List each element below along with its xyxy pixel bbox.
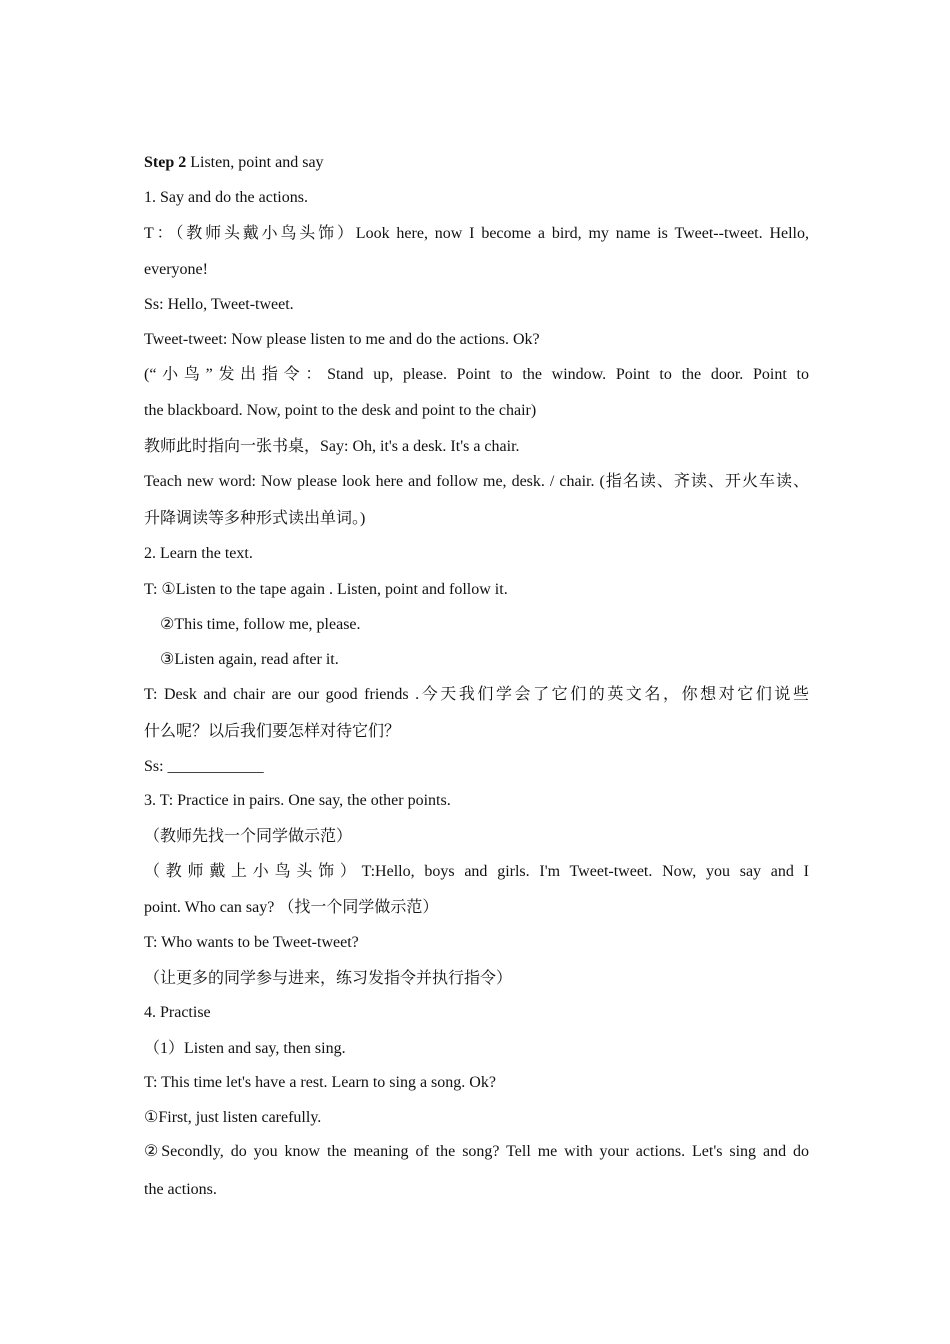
song-step-1: ①First, just listen carefully.	[144, 1109, 322, 1126]
bird-commands-cont: the blackboard. Now, point to the desk and point to the chair)	[144, 402, 537, 419]
item-4-practise: 4. Practise	[144, 1004, 211, 1021]
teacher-demo-note: （教师先找一个同学做示范）	[144, 828, 353, 845]
teacher-points-desk: 教师此时指向一张书桌，Say: Oh, it's a desk. It's a chair.	[144, 438, 520, 455]
step-heading	[144, 153, 809, 173]
more-students-note: （让更多的同学参与进来，练习发指令并执行指令）	[144, 970, 513, 987]
students-reply: Ss: Hello, Tweet-tweet.	[144, 296, 294, 313]
item-1-say-and-do: 1. Say and do the actions.	[144, 189, 308, 206]
tweet-instruction: Tweet-tweet: Now please listen to me and do the actions. Ok?	[144, 331, 540, 348]
listen-step-3: ③Listen again, read after it.	[160, 651, 339, 668]
teach-new-word: Teach new word: Now please look here and follow me, desk. / chair. (指名读、齐读、开火车读、	[144, 473, 809, 490]
desk-chair-friends: T: Desk and chair are our good friends .今天我们学会了它们的英文名，你想对它们说些	[144, 686, 809, 703]
teacher-line-bird: T：（教师头戴小鸟头饰）Look here, now I become a bird, my name is Tweet--tweet. Hello,	[144, 225, 809, 242]
teacher-hello-cont: point. Who can say? （找一个同学做示范）	[144, 899, 439, 916]
bird-commands: (“小鸟”发出指令：Stand up, please. Point to the window. Point to the door. Point to	[144, 366, 809, 383]
desk-chair-friends-cont: 什么呢？以后我们要怎样对待它们？	[144, 723, 401, 740]
song-step-2-cont: the actions.	[144, 1181, 217, 1198]
teacher-hello-boys-girls: （教师戴上小鸟头饰）T:Hello, boys and girls. I'm Tweet-tweet. Now, you say and I	[144, 863, 809, 880]
listen-step-2: ②This time, follow me, please.	[160, 616, 361, 633]
item-2-learn-text: 2. Learn the text.	[144, 545, 253, 562]
song-step-2: ②Secondly, do you know the meaning of the song? Tell me with your actions. Let's sing and do	[144, 1143, 809, 1160]
step-heading-bold: Step 2	[144, 154, 187, 171]
who-wants-tweet: T: Who wants to be Tweet-tweet?	[144, 934, 359, 951]
teacher-line-bird-cont: everyone!	[144, 261, 208, 278]
step-heading-rest: Listen, point and say	[190, 154, 324, 171]
teach-new-word-cont: 升降调读等多种形式读出单词。)	[144, 510, 366, 527]
item-3-practice-pairs: 3. T: Practice in pairs. One say, the other points.	[144, 792, 451, 809]
teacher-rest-song: T: This time let's have a rest. Learn to sing a song. Ok?	[144, 1074, 496, 1091]
students-blank: Ss: ____________	[144, 758, 264, 775]
listen-step-1: T: ①Listen to the tape again . Listen, point and follow it.	[144, 581, 508, 598]
sub-item-listen-say-sing: （1）Listen and say, then sing.	[144, 1040, 346, 1057]
